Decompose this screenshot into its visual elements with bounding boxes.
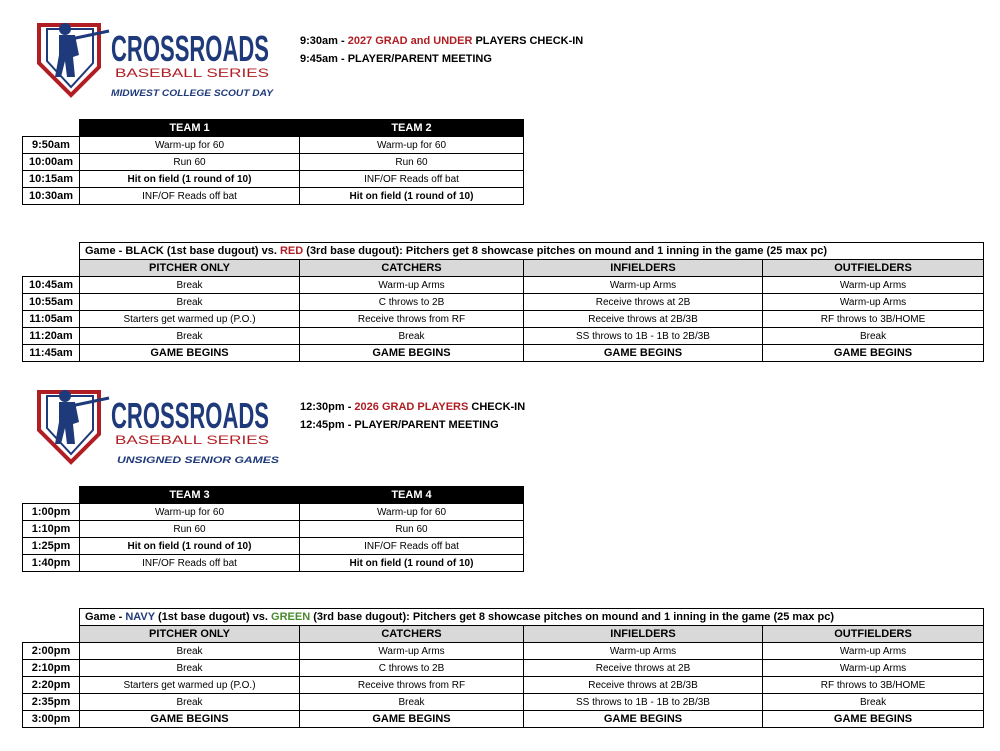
activity-cell: Warm-up for 60 xyxy=(80,504,300,521)
time-cell: 11:45am xyxy=(23,345,80,362)
activity-cell: GAME BEGINS xyxy=(763,711,984,728)
meeting-line: 12:45pm - PLAYER/PARENT MEETING xyxy=(300,419,499,431)
blank-cell xyxy=(23,609,80,626)
table-row xyxy=(23,711,984,728)
game-team-color: NAVY xyxy=(125,610,155,623)
logo-tagline: MIDWEST COLLEGE SCOUT DAY xyxy=(111,88,275,98)
game-team-color: RED xyxy=(279,244,304,257)
table-row xyxy=(23,277,984,294)
time-cell: 9:50am xyxy=(23,137,80,154)
activity-cell: GAME BEGINS xyxy=(300,711,524,728)
activity-cell: Warm-up Arms xyxy=(300,277,524,294)
table-row xyxy=(23,328,984,345)
table-row xyxy=(23,538,524,555)
activity-cell: Run 60 xyxy=(300,521,524,538)
game-title-text: Game - xyxy=(85,610,126,623)
activity-cell: Receive throws from RF xyxy=(300,311,524,328)
logo-subtitle: BASEBALL SERIES xyxy=(115,433,269,447)
activity-cell: Warm-up Arms xyxy=(763,277,984,294)
game-schedule-table xyxy=(22,608,984,728)
column-header: CATCHERS xyxy=(300,260,524,277)
time-cell: 2:20pm xyxy=(23,677,80,694)
activity-cell: Run 60 xyxy=(80,154,300,171)
activity-cell: Break xyxy=(763,694,984,711)
activity-cell: Warm-up Arms xyxy=(763,294,984,311)
game-title xyxy=(80,243,984,260)
checkin-group: 2026 GRAD PLAYERS xyxy=(354,401,469,413)
activity-cell: Receive throws at 2B xyxy=(524,660,763,677)
game-title-text: Game - BLACK (1st base dugout) vs. xyxy=(85,244,280,257)
checkin-label: CHECK-IN xyxy=(468,401,526,413)
time-cell: 1:00pm xyxy=(23,504,80,521)
time-cell: 3:00pm xyxy=(23,711,80,728)
time-cell: 1:25pm xyxy=(23,538,80,555)
column-header: INFIELDERS xyxy=(524,260,763,277)
checkin-info xyxy=(300,398,525,434)
column-header: CATCHERS xyxy=(300,626,524,643)
activity-cell: Break xyxy=(300,694,524,711)
checkin-label: PLAYERS CHECK-IN xyxy=(472,35,584,47)
time-cell: 10:45am xyxy=(23,277,80,294)
checkin-line xyxy=(300,398,525,416)
activity-cell: Warm-up Arms xyxy=(300,643,524,660)
table-row xyxy=(23,660,984,677)
table-row xyxy=(23,345,984,362)
activity-cell: Receive throws at 2B xyxy=(524,294,763,311)
logo-subtitle: BASEBALL SERIES xyxy=(115,66,269,80)
activity-cell: RF throws to 3B/HOME xyxy=(763,311,984,328)
blank-cell xyxy=(23,260,80,277)
team-header: TEAM 3 xyxy=(80,487,300,504)
checkin-group: 2027 GRAD and UNDER xyxy=(347,35,473,47)
table-row xyxy=(23,171,524,188)
game-title xyxy=(80,609,984,626)
activity-cell: SS throws to 1B - 1B to 2B/3B xyxy=(524,694,763,711)
activity-cell: INF/OF Reads off bat xyxy=(80,555,300,572)
activity-cell: Break xyxy=(80,660,300,677)
activity-cell: Warm-up for 60 xyxy=(80,137,300,154)
activity-cell: C throws to 2B xyxy=(300,294,524,311)
activity-cell: GAME BEGINS xyxy=(300,345,524,362)
activity-cell: Break xyxy=(80,328,300,345)
column-header: OUTFIELDERS xyxy=(763,626,984,643)
activity-cell: Hit on field (1 round of 10) xyxy=(80,538,300,555)
game-title-text: (3rd base dugout): Pitchers get 8 showcase pitches on mound and 1 inning in the game (25 max pc) xyxy=(303,244,828,257)
activity-cell: GAME BEGINS xyxy=(80,345,300,362)
checkin-info xyxy=(300,32,583,68)
table-row xyxy=(23,677,984,694)
activity-cell: Break xyxy=(763,328,984,345)
time-cell: 10:30am xyxy=(23,188,80,205)
blank-cell xyxy=(23,626,80,643)
checkin-time: 9:30am - xyxy=(300,35,348,47)
activity-cell: INF/OF Reads off bat xyxy=(300,171,524,188)
team-schedule-table xyxy=(22,119,524,205)
activity-cell: Warm-up Arms xyxy=(763,643,984,660)
team-header: TEAM 1 xyxy=(80,120,300,137)
activity-cell: Hit on field (1 round of 10) xyxy=(300,188,524,205)
table-row xyxy=(23,694,984,711)
table-row xyxy=(23,137,524,154)
activity-cell: Break xyxy=(300,328,524,345)
activity-cell: Warm-up Arms xyxy=(524,277,763,294)
activity-cell: Receive throws from RF xyxy=(300,677,524,694)
game-schedule-table xyxy=(22,242,984,362)
time-cell: 11:20am xyxy=(23,328,80,345)
activity-cell: Break xyxy=(80,294,300,311)
activity-cell: Break xyxy=(80,643,300,660)
checkin-line xyxy=(300,32,583,50)
table-row xyxy=(23,504,524,521)
column-header: OUTFIELDERS xyxy=(763,260,984,277)
meeting-line: 9:45am - PLAYER/PARENT MEETING xyxy=(300,53,492,65)
crossroads-logo xyxy=(35,382,285,470)
activity-cell: Break xyxy=(80,694,300,711)
activity-cell: Receive throws at 2B/3B xyxy=(524,677,763,694)
activity-cell: Break xyxy=(80,277,300,294)
activity-cell: GAME BEGINS xyxy=(524,345,763,362)
column-header: INFIELDERS xyxy=(524,626,763,643)
activity-cell: Run 60 xyxy=(80,521,300,538)
time-cell: 10:00am xyxy=(23,154,80,171)
activity-cell: INF/OF Reads off bat xyxy=(300,538,524,555)
activity-cell: Run 60 xyxy=(300,154,524,171)
activity-cell: Starters get warmed up (P.O.) xyxy=(80,677,300,694)
time-cell: 2:00pm xyxy=(23,643,80,660)
activity-cell: GAME BEGINS xyxy=(763,345,984,362)
activity-cell: Warm-up for 60 xyxy=(300,137,524,154)
table-row xyxy=(23,154,524,171)
time-cell: 11:05am xyxy=(23,311,80,328)
activity-cell: Warm-up Arms xyxy=(524,643,763,660)
activity-cell: Starters get warmed up (P.O.) xyxy=(80,311,300,328)
activity-cell: Warm-up for 60 xyxy=(300,504,524,521)
activity-cell: RF throws to 3B/HOME xyxy=(763,677,984,694)
activity-cell: Hit on field (1 round of 10) xyxy=(80,171,300,188)
logo-wordmark: CROSSROADS xyxy=(111,28,269,69)
checkin-time: 12:30pm - xyxy=(300,401,355,413)
activity-cell: C throws to 2B xyxy=(300,660,524,677)
game-title-text: (1st base dugout) vs. xyxy=(154,610,272,623)
team-schedule-table xyxy=(22,486,524,572)
blank-cell xyxy=(23,243,80,260)
table-row xyxy=(23,555,524,572)
table-row xyxy=(23,188,524,205)
activity-cell: GAME BEGINS xyxy=(80,711,300,728)
time-cell: 2:10pm xyxy=(23,660,80,677)
time-cell: 1:10pm xyxy=(23,521,80,538)
team-header: TEAM 4 xyxy=(300,487,524,504)
activity-cell: INF/OF Reads off bat xyxy=(80,188,300,205)
team-header: TEAM 2 xyxy=(300,120,524,137)
crossroads-logo xyxy=(35,15,285,103)
activity-cell: Warm-up Arms xyxy=(763,660,984,677)
column-header: PITCHER ONLY xyxy=(80,626,300,643)
logo-tagline: UNSIGNED SENIOR GAMES xyxy=(117,455,279,465)
blank-header-cell xyxy=(23,120,80,137)
column-header: PITCHER ONLY xyxy=(80,260,300,277)
game-team-color: GREEN xyxy=(271,610,311,623)
table-row xyxy=(23,521,524,538)
activity-cell: GAME BEGINS xyxy=(524,711,763,728)
activity-cell: Receive throws at 2B/3B xyxy=(524,311,763,328)
blank-header-cell xyxy=(23,487,80,504)
time-cell: 10:15am xyxy=(23,171,80,188)
table-row xyxy=(23,294,984,311)
table-row xyxy=(23,643,984,660)
time-cell: 1:40pm xyxy=(23,555,80,572)
game-title-text: (3rd base dugout): Pitchers get 8 showcase pitches on mound and 1 inning in the game (25 max pc) xyxy=(310,610,834,623)
activity-cell: Hit on field (1 round of 10) xyxy=(300,555,524,572)
table-row xyxy=(23,311,984,328)
time-cell: 2:35pm xyxy=(23,694,80,711)
logo-wordmark: CROSSROADS xyxy=(111,395,269,436)
time-cell: 10:55am xyxy=(23,294,80,311)
activity-cell: SS throws to 1B - 1B to 2B/3B xyxy=(524,328,763,345)
